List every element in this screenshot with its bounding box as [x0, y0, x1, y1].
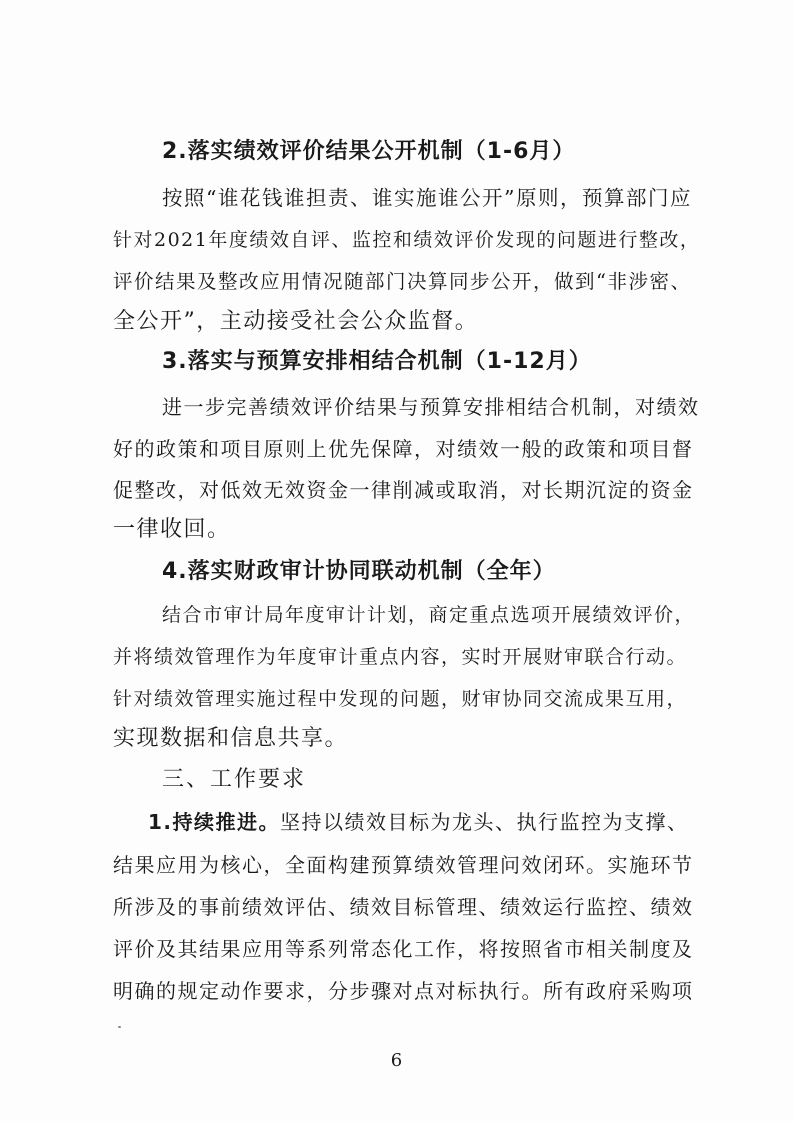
heading-3: 3.落实与预算安排相结合机制（1-12月）	[162, 349, 592, 374]
item-1-line-5: 明确的规定动作要求，分步骤对点对标执行。所有政府采购项	[113, 979, 694, 1003]
para-3-line-3: 促整改，对低效无效资金一律削减或取消，对长期沉淀的资金	[113, 478, 694, 502]
para-2-line-3: 评价结果及整改应用情况随部门决算同步公开，做到“非涉密、	[113, 270, 692, 293]
para-3-line-2: 好的政策和项目原则上优先保障，对绩效一般的政策和项目督	[113, 437, 694, 461]
para-4-line-3: 针对绩效管理实施过程中发现的问题，财审协同交流成果互用，	[113, 688, 688, 710]
section-heading-3: 三、工作要求	[162, 767, 307, 792]
scan-speck	[118, 1026, 121, 1028]
para-4-line-1: 结合市审计局年度审计计划，商定重点选项开展绩效评价，	[162, 604, 696, 626]
heading-2: 2.落实绩效评价结果公开机制（1-6月）	[162, 139, 576, 164]
item-1-line-4: 评价及其结果应用等系列常态化工作，将按照省市相关制度及	[113, 937, 694, 961]
para-3-line-4: 一律收回。	[113, 517, 231, 542]
heading-4: 4.落实财政审计协同联动机制（全年）	[162, 559, 556, 584]
item-1-line-3: 所涉及的事前绩效评估、绩效目标管理、绩效运行监控、绩效	[113, 895, 694, 919]
para-3-line-1: 进一步完善绩效评价结果与预算安排相结合机制，对绩效	[162, 395, 700, 419]
para-2-line-2: 针对2021年度绩效自评、监控和绩效评价发现的问题进行整改，	[113, 229, 701, 251]
para-2-line-4: 全公开”，主动接受社会公众监督。	[113, 309, 479, 334]
page-number: 6	[390, 1050, 403, 1071]
item-1-first-rest: 坚持以绩效目标为龙头、执行监控为支撑、	[280, 810, 689, 834]
item-1-line-1	[148, 807, 689, 837]
item-1-lead: 1.持续推进。	[148, 810, 281, 834]
item-1-line-2: 结果应用为核心，全面构建预算绩效管理问效闭环。实施环节	[113, 853, 694, 877]
para-4-line-4: 实现数据和信息共享。	[113, 726, 349, 751]
para-2-line-1: 按照“谁花钱谁担责、谁实施谁公开”原则，预算部门应	[162, 186, 692, 210]
para-4-line-2: 并将绩效管理作为年度审计重点内容，实时开展财审联合行动。	[113, 646, 688, 668]
